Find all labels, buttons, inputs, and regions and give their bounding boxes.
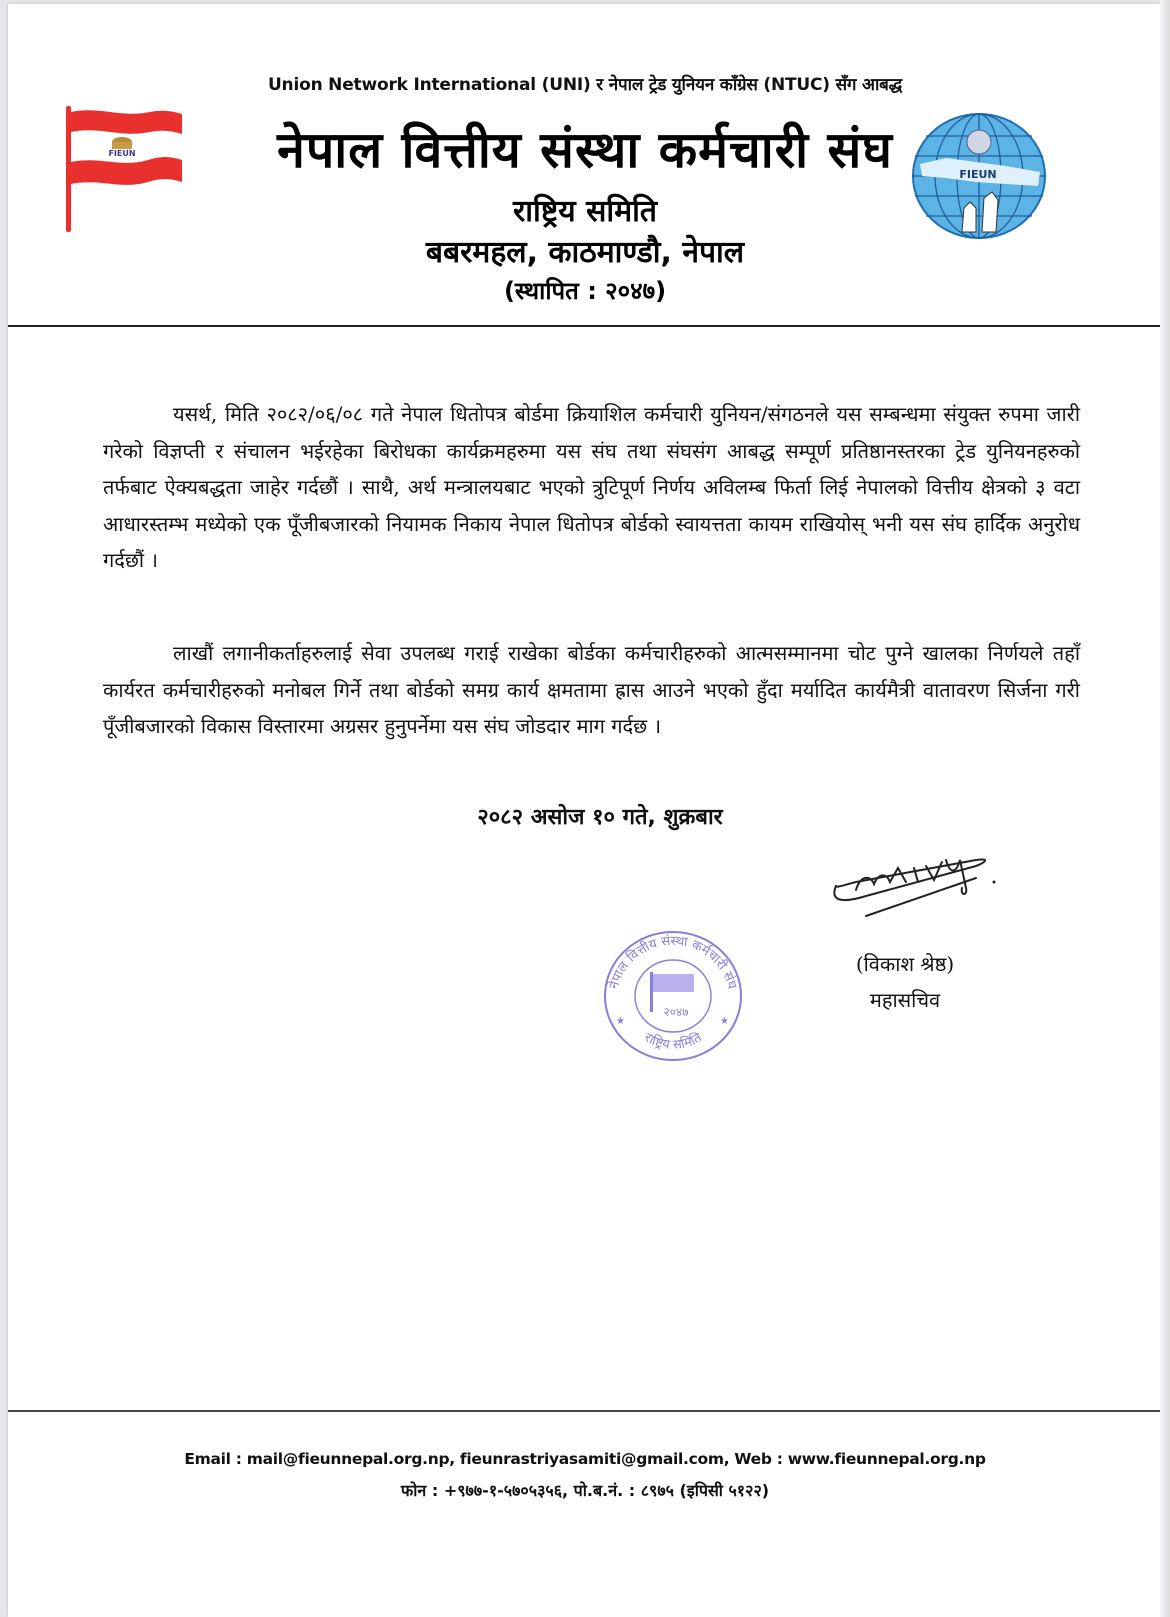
established-year: (स्थापित : २०४७) [503,277,667,305]
header-divider [8,325,1160,327]
globe-logo-text: FIEUN [959,168,997,181]
seal-star-right-icon: ★ [720,1016,729,1027]
seal-star-left-icon: ★ [616,1016,625,1027]
footer-contact-phone: फोन : +९७७-१-५७०५३५६, पो.ब.नं. : ८९७५ (इपिसी ५१२२) [400,1481,770,1500]
letter-date: २०८२ असोज १० गते, शुक्रबार [477,805,723,830]
signatory-title: महासचिव [869,988,941,1012]
footer-contact-email: Email : mail@fieunnepal.org.np, fieunrastriyasamiti@gmail.com, Web : www.fieunnepal.org.np [184,1450,986,1468]
flag-logo-text: FIEUN [108,149,136,158]
seal-top-text: नेपाल वित्तीय संस्था कर्मचारी संघ [606,933,740,991]
organization-name: नेपाल वित्तीय संस्था कर्मचारी संघ [277,121,893,179]
organization-address: बबरमहल, काठमाण्डौ, नेपाल [425,235,745,270]
affiliation-line: Union Network International (UNI) र नेपाल ट्रेड युनियन काँग्रेस (NTUC) सँग आबद्ध [267,75,903,95]
handwritten-signature [826,838,1001,928]
seal-year: २०४७ [663,1005,689,1019]
official-seal [598,926,748,1066]
footer-divider [8,1410,1160,1412]
signatory-name: (विकाश श्रेष्ठ) [855,952,955,976]
body-paragraph-1: यसर्थ, मिति २०८२/०६/०८ गते नेपाल धितोपत्र बोर्डमा क्रियाशिल कर्मचारी युनियन/संगठनले यस सम्बन्धमा संयुक्त रुपमा जारी गरेको विज्ञप्ती र संचालन भईरहेका बिरोधका कार्यक्रमहरुमा यस संघ तथा संघसंग आबद्ध सम्पूर्ण प्रतिष्ठानस्तरका ट्रेड युनियनहरुको तर्फबाट ऐक्यबद्धता जाहेर गर्दछौं । साथै, अर्थ मन्त्रालयबाट भएको त्रुटिपूर्ण निर्णय अविलम्ब फिर्ता लिई नेपालको वित्तीय क्षेत्रको ३ वटा आधारस्तम्भ मध्येको एक पूँजीबजारको नियामक निकाय नेपाल धितोपत्र बोर्डको स्वायत्तता कायम राखियोस् भनी यस संघ हार्दिक अनुरोध गर्दछौं । [103,402,1080,572]
body-paragraph-2: लाखौं लगानीकर्ताहरुलाई सेवा उपलब्ध गराई राखेका बोर्डका कर्मचारीहरुको आत्मसम्मानमा चोट पुग्ने खालका निर्णयले तहाँ कार्यरत कर्मचारीहरुको मनोबल गिर्ने तथा बोर्डको समग्र कार्य क्षमतामा ह्रास आउने भएको हुँदा मर्यादित कार्यमैत्री वातावरण सिर्जना गरी पूँजीबजारको विकास विस्तारमा अग्रसर हुनुपर्नेमा यस संघ जोडदार माग गर्दछ । [103,641,1080,738]
committee-name: राष्ट्रिय समिति [512,194,658,229]
seal-bottom-text: राष्ट्रिय समिति [641,1030,705,1053]
